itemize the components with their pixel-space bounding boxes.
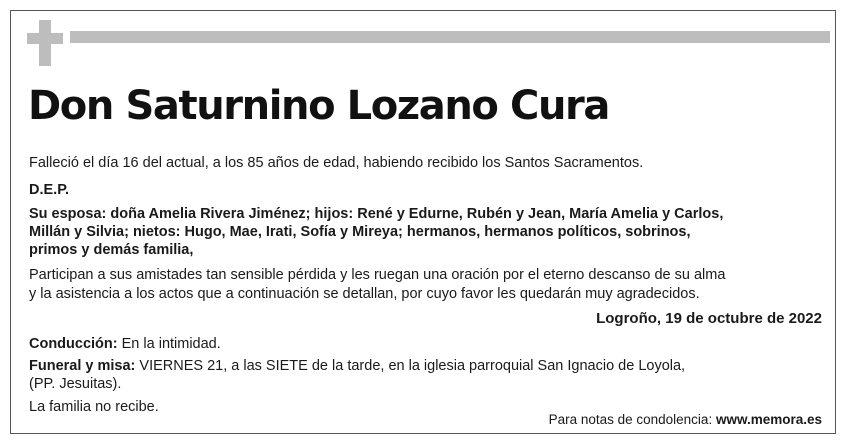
family-line: Su esposa: doña Amelia Rivera Jiménez; hijos: René y Edurne, Rubén y Jean, María Amelia y Carlos, bbox=[29, 206, 724, 222]
conduccion-label: Conducción: bbox=[29, 336, 118, 352]
family-line: Millán y Silvia; nietos: Hugo, Mae, Irati, Sofía y Mireya; hermanos, hermanos políticos, sobrinos, bbox=[29, 224, 691, 240]
request-line: Participan a sus amistades tan sensible pérdida y les ruegan una oración por el eterno descanso de su alma bbox=[29, 267, 726, 283]
header-rule bbox=[70, 31, 830, 43]
funeral-line bbox=[29, 357, 685, 375]
request-line: y la asistencia a los actos que a continuación se detallan, por cuyo favor les quedarán muy agradecidos. bbox=[29, 286, 700, 302]
deceased-name: Don Saturnino Lozano Cura bbox=[28, 83, 609, 129]
family-line: primos y demás familia, bbox=[29, 242, 194, 258]
place-date: Logroño, 19 de octubre de 2022 bbox=[596, 310, 822, 327]
funeral-label: Funeral y misa: bbox=[29, 358, 136, 374]
closing-note: La familia no recibe. bbox=[29, 399, 159, 415]
condolence-note bbox=[549, 411, 822, 429]
death-statement: Falleció el día 16 del actual, a los 85 años de edad, habiendo recibido los Santos Sacramentos. bbox=[29, 155, 644, 171]
conduccion-line bbox=[29, 335, 221, 353]
condolence-link[interactable]: www.memora.es bbox=[715, 412, 822, 427]
funeral-text-cont: (PP. Jesuitas). bbox=[29, 376, 122, 392]
conduccion-text: En la intimidad. bbox=[117, 336, 221, 352]
funeral-text: VIERNES 21, a las SIETE de la tarde, en la iglesia parroquial San Ignacio de Loyola, bbox=[135, 358, 686, 374]
condolence-label: Para notas de condolencia: bbox=[548, 412, 716, 427]
dep-label: D.E.P. bbox=[29, 182, 70, 198]
cross-icon bbox=[27, 20, 63, 66]
obituary-card bbox=[10, 10, 836, 434]
